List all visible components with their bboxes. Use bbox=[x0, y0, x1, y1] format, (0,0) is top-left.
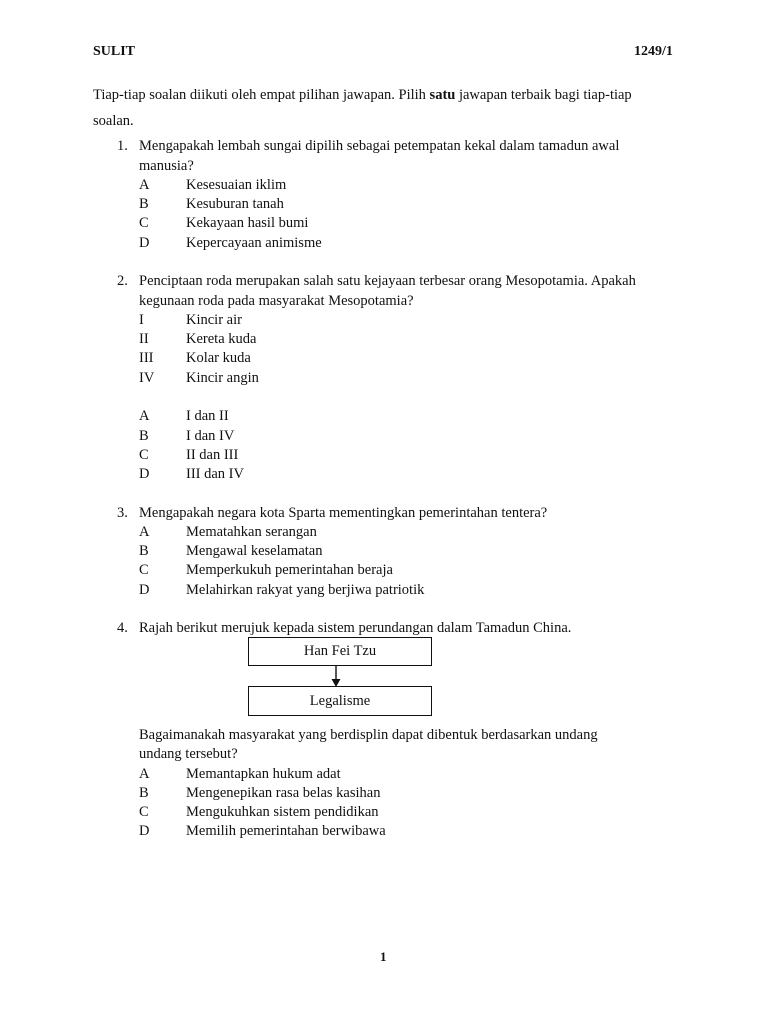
option-text: II dan III bbox=[186, 447, 239, 463]
option-key: C bbox=[139, 215, 149, 231]
item-text: Kincir air bbox=[186, 312, 242, 328]
option-text: Memantapkan hukum adat bbox=[186, 766, 341, 782]
instruction-bold: satu bbox=[429, 87, 456, 103]
question-text: Mengapakah lembah sungai dipilih sebagai petempatan kekal dalam tamadun awal bbox=[139, 138, 620, 154]
item-text: Kolar kuda bbox=[186, 350, 251, 366]
option-key: B bbox=[139, 543, 149, 559]
item-key: III bbox=[139, 350, 154, 366]
option-text: Kesesuaian iklim bbox=[186, 177, 287, 193]
instruction bbox=[93, 87, 632, 104]
option-text: Kepercayaan animisme bbox=[186, 235, 322, 251]
option-text: Mengawal keselamatan bbox=[186, 543, 323, 559]
option-key: D bbox=[139, 823, 150, 839]
page-number: 1 bbox=[380, 949, 387, 964]
option-text: III dan IV bbox=[186, 466, 244, 482]
question-number: 2. bbox=[117, 273, 128, 289]
option-text: Mematahkan serangan bbox=[186, 524, 317, 540]
option-key: D bbox=[139, 466, 150, 482]
instruction-line2: soalan. bbox=[93, 113, 134, 129]
question-text: manusia? bbox=[139, 158, 194, 174]
option-text: Mengukuhkan sistem pendidikan bbox=[186, 804, 379, 820]
option-key: A bbox=[139, 524, 150, 540]
header-left: SULIT bbox=[93, 44, 136, 59]
diagram-box-han-fei-tzu: Han Fei Tzu bbox=[248, 637, 432, 666]
option-key: B bbox=[139, 785, 149, 801]
instruction-text-after: jawapan terbaik bagi tiap-tiap bbox=[455, 87, 632, 103]
question-number: 4. bbox=[117, 620, 128, 636]
question-number: 3. bbox=[117, 505, 128, 521]
option-text: Kesuburan tanah bbox=[186, 196, 284, 212]
option-key: D bbox=[139, 235, 150, 251]
item-key: I bbox=[139, 312, 144, 328]
header-right: 1249/1 bbox=[634, 44, 673, 59]
option-text: Memperkukuh pemerintahan beraja bbox=[186, 562, 393, 578]
question-text: kegunaan roda pada masyarakat Mesopotamia? bbox=[139, 293, 414, 309]
option-key: C bbox=[139, 804, 149, 820]
question-text: Bagaimanakah masyarakat yang berdisplin dapat dibentuk berdasarkan undang bbox=[139, 727, 598, 743]
question-number: 1. bbox=[117, 138, 128, 154]
option-text: Melahirkan rakyat yang berjiwa patriotik bbox=[186, 582, 425, 598]
option-text: I dan II bbox=[186, 408, 229, 424]
question-text: Mengapakah negara kota Sparta mementingkan pemerintahan tentera? bbox=[139, 505, 548, 521]
option-key: C bbox=[139, 447, 149, 463]
option-text: I dan IV bbox=[186, 428, 235, 444]
item-text: Kereta kuda bbox=[186, 331, 257, 347]
instruction-text-before: Tiap-tiap soalan diikuti oleh empat pilihan jawapan. Pilih bbox=[93, 87, 430, 103]
option-text: Memilih pemerintahan berwibawa bbox=[186, 823, 386, 839]
item-key: IV bbox=[139, 370, 155, 386]
question-text: Rajah berikut merujuk kepada sistem perundangan dalam Tamadun China. bbox=[139, 620, 572, 636]
question-text: Penciptaan roda merupakan salah satu kejayaan terbesar orang Mesopotamia. Apakah bbox=[139, 273, 636, 289]
item-key: II bbox=[139, 331, 149, 347]
option-text: Kekayaan hasil bumi bbox=[186, 215, 309, 231]
option-key: B bbox=[139, 196, 149, 212]
question-text: undang tersebut? bbox=[139, 746, 238, 762]
option-key: A bbox=[139, 177, 150, 193]
option-text: Mengenepikan rasa belas kasihan bbox=[186, 785, 381, 801]
option-key: B bbox=[139, 428, 149, 444]
option-key: D bbox=[139, 582, 150, 598]
option-key: A bbox=[139, 408, 150, 424]
item-text: Kincir angin bbox=[186, 370, 259, 386]
diagram-box-legalisme: Legalisme bbox=[248, 686, 432, 716]
option-key: A bbox=[139, 766, 150, 782]
option-key: C bbox=[139, 562, 149, 578]
